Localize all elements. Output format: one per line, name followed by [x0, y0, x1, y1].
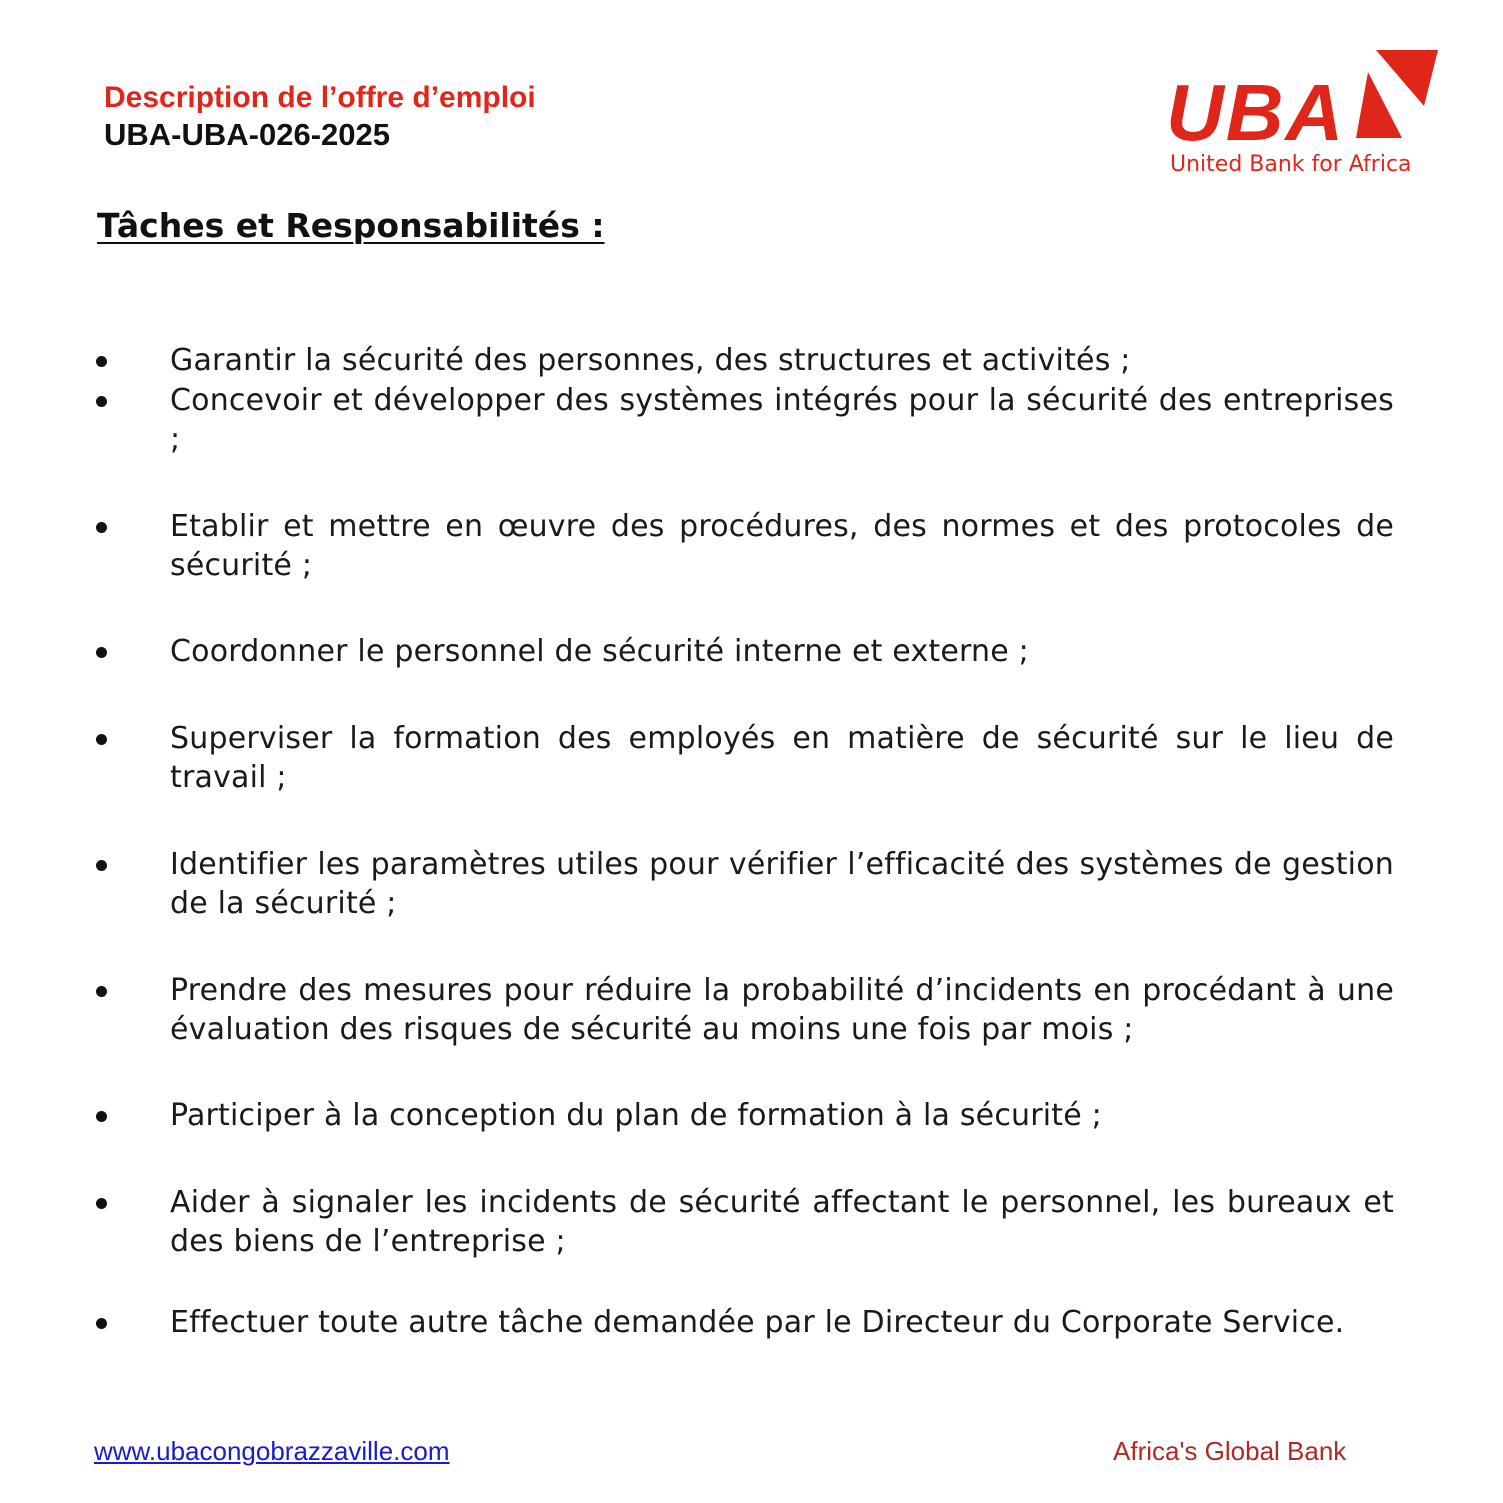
task-text: Concevoir et développer des systèmes intégrés pour la sécurité des entreprises ; [170, 383, 1394, 457]
document-header [104, 80, 536, 154]
task-text: Etablir et mettre en œuvre des procédures, des normes et des protocoles de sécurité ; [170, 509, 1394, 583]
task-text: Effectuer toute autre tâche demandée par le Directeur du Corporate Service. [170, 1305, 1345, 1340]
task-text: Garantir la sécurité des personnes, des structures et activités ; [170, 343, 1131, 378]
job-reference: UBA-UBA-026-2025 [104, 117, 390, 152]
footer-tagline: Africa's Global Bank [1113, 1436, 1347, 1466]
logo-emblem-icon [1354, 50, 1438, 146]
uba-logo [1160, 50, 1450, 190]
bullet-icon [96, 1318, 107, 1329]
bullet-icon [96, 1111, 107, 1122]
task-text: Identifier les paramètres utiles pour vérifier l’efficacité des systèmes de gestion de la sécurité ; [170, 847, 1394, 921]
bullet-icon [96, 356, 107, 367]
section-title: Tâches et Responsabilités : [97, 206, 605, 245]
bullet-icon [96, 860, 107, 871]
bullet-icon [96, 986, 107, 997]
bullet-icon [96, 522, 107, 533]
bullet-icon [96, 1198, 107, 1209]
task-text: Aider à signaler les incidents de sécurité affectant le personnel, les bureaux et des biens de l’entreprise ; [170, 1185, 1394, 1259]
task-text: Prendre des mesures pour réduire la probabilité d’incidents en procédant à une évaluation des risques de sécurité au moins une fois par mois ; [170, 973, 1394, 1047]
logo-subtitle: United Bank for Africa [1170, 152, 1412, 177]
task-text: Participer à la conception du plan de formation à la sécurité ; [170, 1098, 1102, 1133]
document-title: Description de l’offre d’emploi [104, 81, 536, 114]
bullet-icon [96, 734, 107, 745]
website-link[interactable]: www.ubacongobrazzaville.com [94, 1436, 450, 1466]
logo-wordmark: UBA [1166, 68, 1346, 157]
task-text: Coordonner le personnel de sécurité interne et externe ; [170, 634, 1029, 669]
task-text: Superviser la formation des employés en matière de sécurité sur le lieu de travail ; [170, 721, 1394, 795]
bullet-icon [96, 647, 107, 658]
bullet-icon [96, 396, 107, 407]
